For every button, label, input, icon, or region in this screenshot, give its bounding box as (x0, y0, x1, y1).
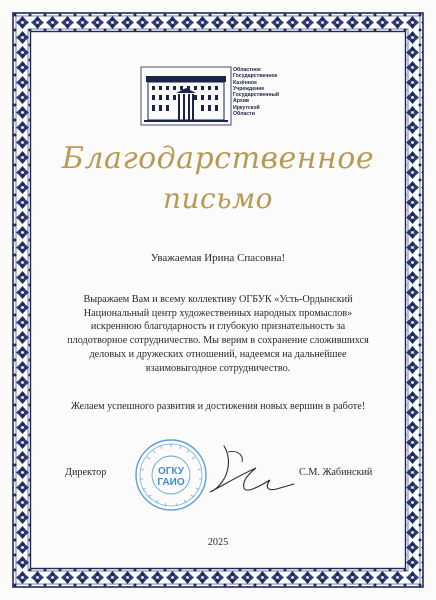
stamp-text-2: ГАИО (157, 477, 185, 488)
signer-name: С.М. Жабинский (299, 467, 373, 478)
director-label: Директор (65, 467, 107, 478)
logo-caption-line: Государственное (233, 73, 278, 80)
body-line: плодотворное сотрудничество. Мы верим в сохранение сложившихся (67, 335, 369, 347)
logo-caption-line: Области (233, 111, 255, 118)
logo-caption (233, 67, 313, 117)
logo-caption-line: Областное (233, 67, 261, 73)
handwritten-signature (198, 442, 298, 502)
logo-caption-line: Казённое (233, 79, 257, 86)
document-year: 2025 (207, 537, 229, 548)
logo-caption-line: Учреждение (233, 85, 265, 92)
body-line: искреннюю благодарность и глубокую признательность за (90, 321, 346, 333)
logo-caption-line: Государственный (233, 92, 280, 99)
document-title-line-2: письмо (162, 182, 274, 215)
body-line: взаимовыгодное сотрудничество. (145, 362, 291, 374)
wish-line: Желаем успешного развития и достижения новых вершин в работе! (70, 401, 366, 412)
logo-caption-line: Архив (233, 98, 250, 105)
body-line: Национальный центр художественных народных промыслов» (83, 307, 353, 319)
body-line: Выражаем Вам и всему коллективу ОГБУК «Усть-Ордынский (83, 294, 353, 305)
stamp-text-1: ОГКУ (157, 466, 185, 477)
logo-caption-line: Иркутской (233, 104, 260, 111)
letter-body (40, 293, 396, 375)
document-title-line-1: Благодарственное (61, 141, 375, 176)
body-line: деловых и дружеских отношений, надеемся на дальнейшее (89, 348, 347, 360)
greeting: Уважаемая Ирина Спасовна! (150, 252, 286, 264)
